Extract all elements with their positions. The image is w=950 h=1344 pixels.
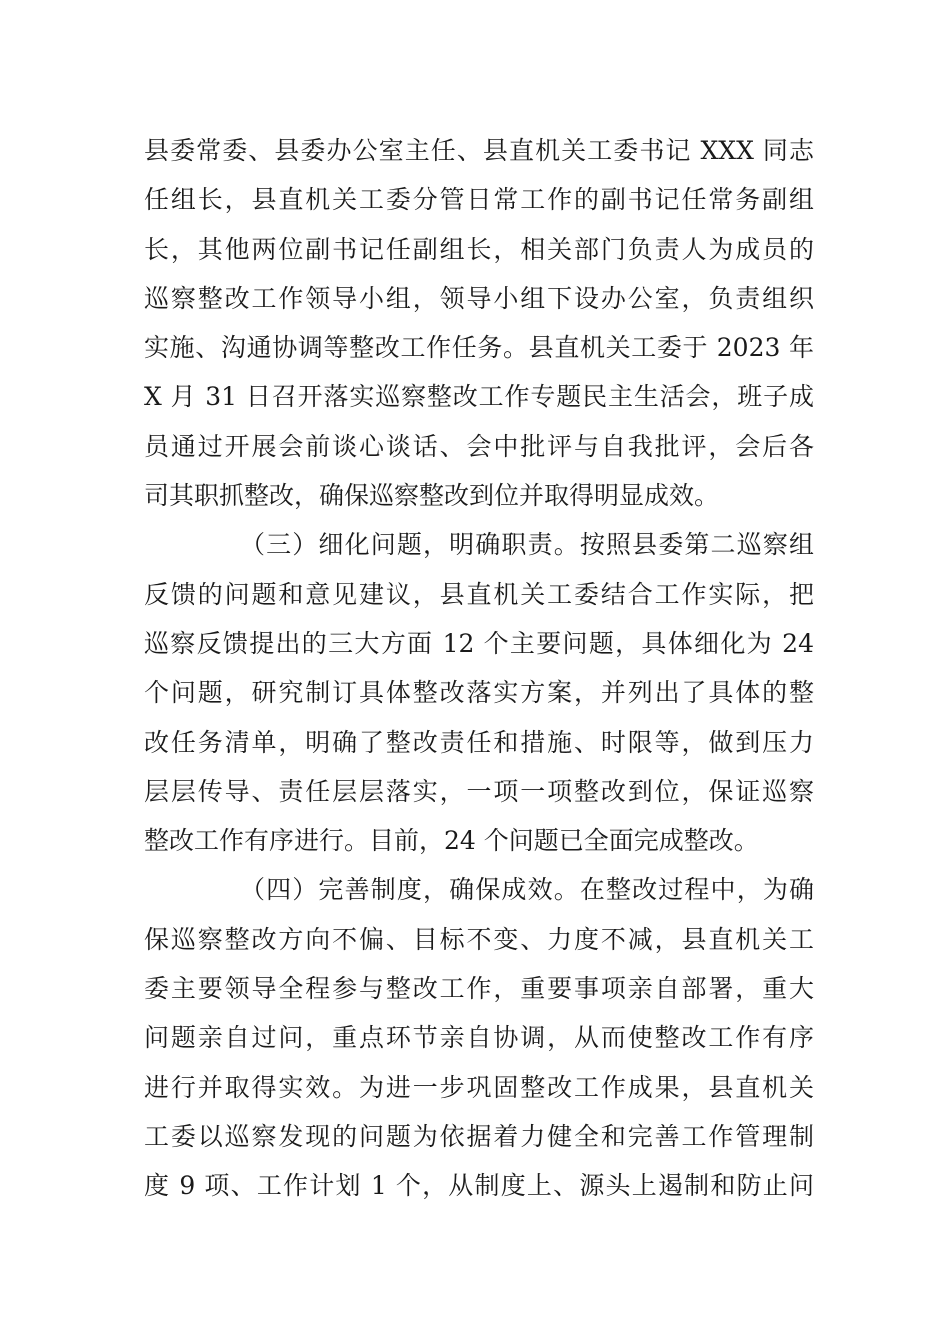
text-line: 层层传导、责任层层落实，一项一项整改到位，保证巡察 [144, 776, 814, 806]
text-line: 反馈的问题和意见建议，县直机关工委结合工作实际，把 [144, 579, 814, 609]
paragraph-end-line: 整改工作有序进行。目前，24 个问题已全面完成整改。 [144, 826, 759, 856]
text-line: 问题亲自过问，重点环节亲自协调，从而使整改工作有序 [144, 1023, 814, 1053]
section-heading-line: （四）完善制度，确保成效。在整改过程中，为确 [240, 875, 814, 905]
text-line: 长，其他两位副书记任副组长，相关部门负责人为成员的 [144, 234, 814, 264]
text-line: 工委以巡察发现的问题为依据着力健全和完善工作管理制 [144, 1121, 814, 1151]
text-line: 改任务清单，明确了整改责任和措施、时限等，做到压力 [144, 727, 814, 757]
text-line: 巡察反馈提出的三大方面 12 个主要问题，具体细化为 24 [144, 628, 814, 658]
text-line: 巡察整改工作领导小组，领导小组下设办公室，负责组织 [144, 283, 814, 313]
text-line: 保巡察整改方向不偏、目标不变、力度不减，县直机关工 [144, 924, 814, 954]
text-line: X 月 31 日召开落实巡察整改工作专题民主生活会，班子成 [144, 382, 814, 412]
section-heading-line: （三）细化问题，明确职责。按照县委第二巡察组 [240, 530, 814, 560]
text-line: 县委常委、县委办公室主任、县直机关工委书记 XXX 同志 [144, 136, 814, 165]
text-line: 任组长，县直机关工委分管日常工作的副书记任常务副组 [144, 185, 814, 215]
text-line: 度 9 项、工作计划 1 个，从制度上、源头上遏制和防止问 [144, 1171, 814, 1201]
paragraph-end-line: 司其职抓整改，确保巡察整改到位并取得明显成效。 [144, 481, 720, 511]
text-line: 进行并取得实效。为进一步巩固整改工作成果，县直机关 [144, 1072, 814, 1102]
body-text [144, 126, 814, 1211]
text-line: 个问题，研究制订具体整改落实方案，并列出了具体的整 [144, 678, 814, 708]
text-line: 委主要领导全程参与整改工作，重要事项亲自部署，重大 [144, 974, 814, 1004]
text-line: 实施、沟通协调等整改工作任务。县直机关工委于 2023 年 [144, 333, 814, 363]
text-line: 员通过开展会前谈心谈话、会中批评与自我批评，会后各 [144, 431, 814, 461]
